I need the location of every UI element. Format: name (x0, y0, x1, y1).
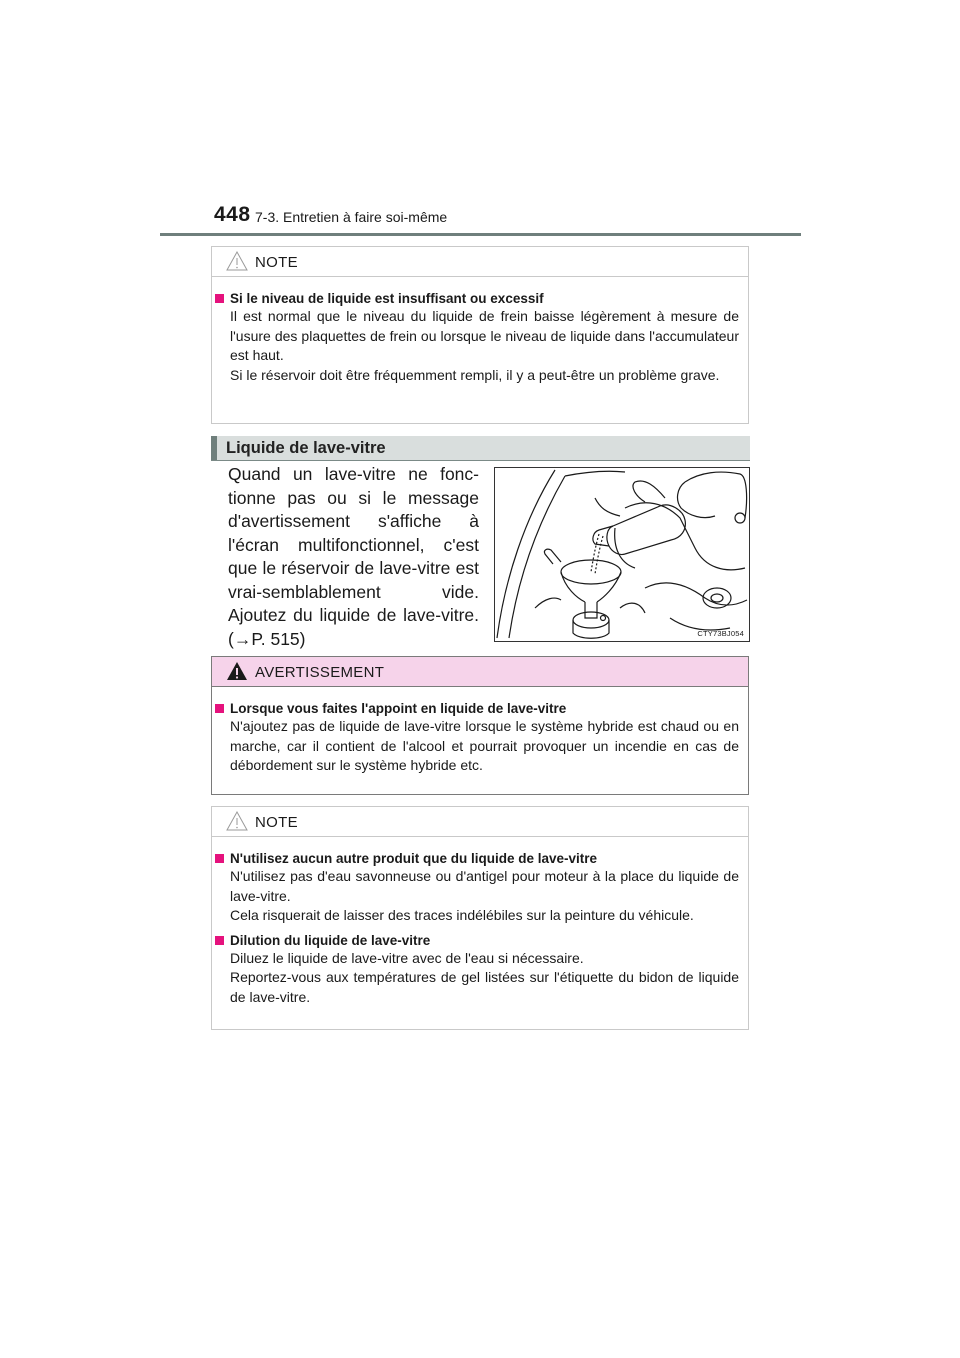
note-paragraph: N'utilisez pas d'eau savonneuse ou d'antigel pour moteur à la place du liquide de lave-vitre. (230, 868, 739, 904)
note-item-title: Dilution du liquide de lave-vitre (230, 932, 431, 948)
illustration-code: CTY73BJ054 (697, 629, 744, 638)
note-label: NOTE (255, 254, 298, 271)
caution-triangle-icon (226, 811, 248, 831)
note-item (215, 290, 739, 385)
washer-fluid-drawing (495, 468, 749, 641)
note-header (212, 247, 748, 277)
note-paragraph: Il est normal que le niveau du liquide de frein baisse légèrement à mesure de l'usure des plaquettes de frein ou lorsque le niveau de liquide dans l'accumulateur est haut. (230, 308, 739, 363)
header-rule (160, 233, 801, 236)
note-label: NOTE (255, 814, 298, 831)
bullet-square-icon (215, 704, 224, 713)
note-header (212, 807, 748, 837)
warning-box (211, 656, 749, 795)
section-title: 7-3. Entretien à faire soi-même (255, 209, 448, 225)
bullet-square-icon (215, 854, 224, 863)
note-paragraph: Cela risquerait de laisser des traces indélébiles sur la peinture du véhicule. (230, 907, 694, 923)
section-heading-bar (211, 436, 217, 460)
note-paragraph: Reportez-vous aux températures de gel listées sur l'étiquette du bidon de liquide de lave-vitre. (230, 969, 739, 1005)
note-item (215, 850, 739, 926)
warning-paragraph: N'ajoutez pas de liquide de lave-vitre lorsque le système hybride est chaud ou en marche, car il contient de l'alcool et pourrait provoquer un incendie en cas de débordement sur le système hybride etc. (230, 718, 739, 773)
bullet-square-icon (215, 294, 224, 303)
warning-header (212, 657, 748, 687)
note-box (211, 246, 749, 424)
caution-triangle-icon (226, 251, 248, 271)
warning-item (215, 700, 739, 776)
bullet-square-icon (215, 936, 224, 945)
note-box (211, 806, 749, 1030)
page-number: 448 (214, 203, 251, 226)
note-paragraph: Si le réservoir doit être fréquemment rempli, il y a peut-être un problème grave. (230, 366, 720, 383)
body-text (228, 463, 479, 651)
warning-triangle-icon (226, 661, 248, 681)
note-item-title: Si le niveau de liquide est insuffisant ou excessif (230, 291, 544, 306)
note-item-title: N'utilisez aucun autre produit que du liquide de lave-vitre (230, 851, 598, 866)
body-paragraph: Quand un lave-vitre ne fonc-tionne pas ou si le message d'avertissement s'affiche à l'écran multifonctionnel, c'est que le réservoir de lave-vitre est vrai-semblablement vide. Ajoutez du liquide de lave-vitre. (→P. 515) (228, 464, 479, 649)
warning-label: AVERTISSEMENT (255, 664, 385, 681)
washer-fluid-illustration (494, 467, 750, 642)
note-paragraph: Diluez le liquide de lave-vitre avec de l'eau si nécessaire. (230, 949, 584, 966)
warning-item-title: Lorsque vous faites l'appoint en liquide de lave-vitre (230, 701, 567, 716)
section-heading (211, 436, 750, 461)
section-heading-title: Liquide de lave-vitre (226, 439, 386, 457)
note-item (215, 932, 739, 1008)
